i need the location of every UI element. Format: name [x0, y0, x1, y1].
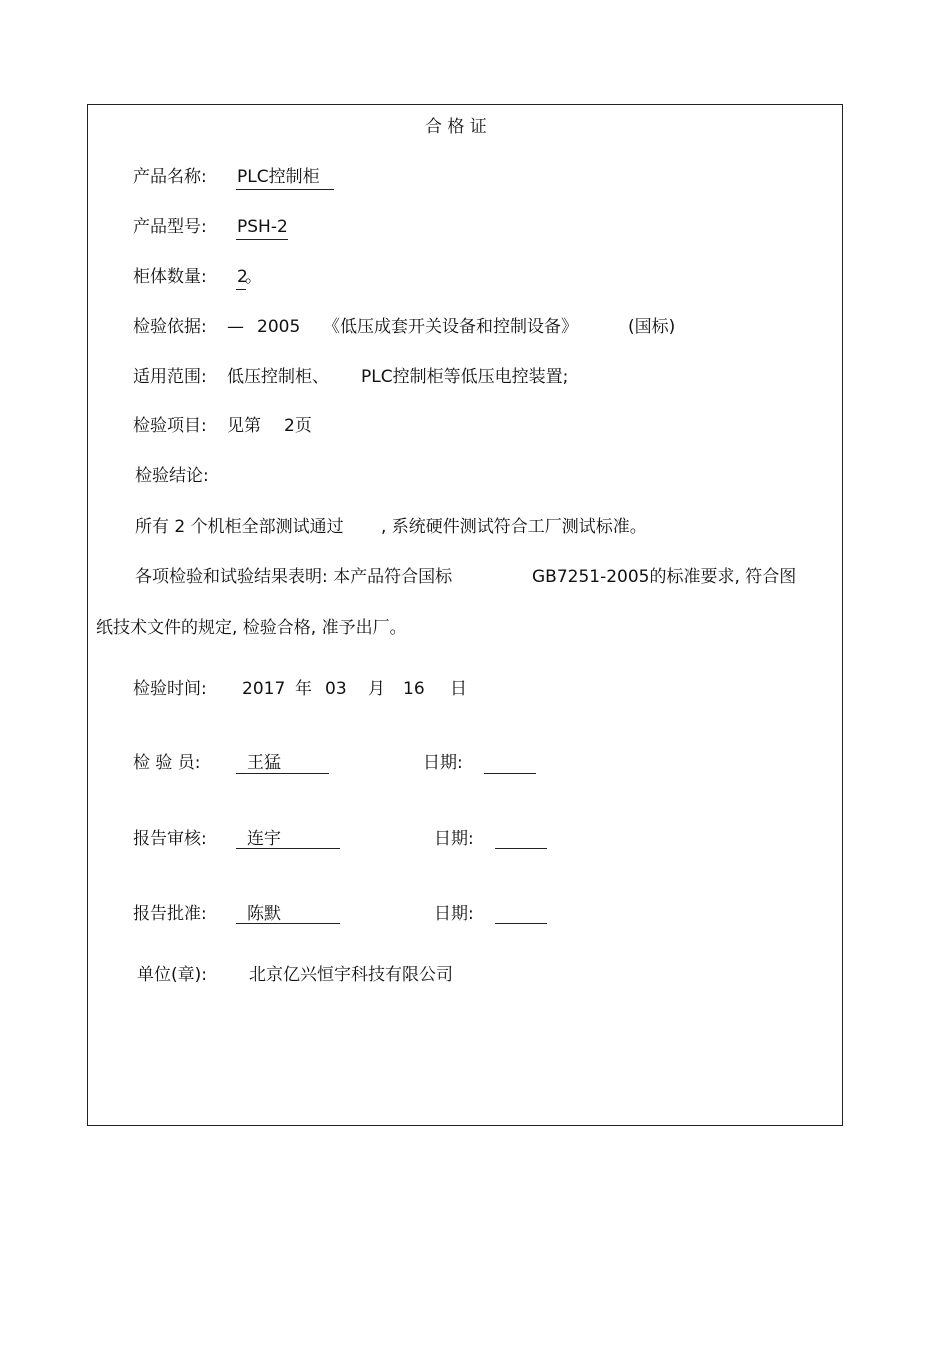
certificate-title: 合 格 证 — [425, 117, 487, 137]
items-text: 见第 — [227, 416, 261, 436]
inspection-year: 2017 — [242, 679, 286, 699]
approver-name: 陈默 — [247, 904, 281, 924]
inspector-label: 检 验 员: — [133, 753, 201, 773]
reviewer-name-underline — [236, 848, 340, 849]
inspection-month: 03 — [325, 679, 347, 699]
inspector-date-blank — [484, 773, 536, 774]
cabinet-count-underline — [236, 289, 246, 290]
inspector-date-label: 日期: — [423, 753, 463, 773]
basis-label: 检验依据: — [133, 317, 207, 337]
inspection-month-unit: 月 — [368, 679, 385, 699]
basis-note: (国标) — [628, 317, 676, 337]
approver-date-blank — [495, 923, 547, 924]
unit-name: 北京亿兴恒宇科技有限公司 — [249, 965, 453, 985]
cabinet-count-value: 2 — [237, 267, 248, 287]
cabinet-count-suffix: 。 — [245, 267, 262, 287]
conclusion-line1-a: 所有 2 个机柜全部测试通过 — [135, 517, 344, 537]
basis-standard: 《低压成套开关设备和控制设备》 — [323, 317, 578, 337]
inspection-year-unit: 年 — [295, 679, 312, 699]
product-model-value: PSH-2 — [237, 217, 288, 237]
items-label: 检验项目: — [133, 416, 207, 436]
inspector-name-underline — [236, 773, 329, 774]
approver-label: 报告批准: — [133, 904, 207, 924]
items-page: 2页 — [284, 416, 312, 436]
scope-part1: 低压控制柜、 — [227, 367, 329, 387]
product-model-label: 产品型号: — [133, 217, 207, 237]
product-name-underline — [236, 189, 334, 190]
unit-label: 单位(章): — [137, 965, 207, 985]
conclusion-label: 检验结论: — [135, 466, 209, 486]
inspection-time-label: 检验时间: — [133, 679, 207, 699]
basis-year: 2005 — [257, 317, 301, 337]
reviewer-date-blank — [495, 848, 547, 849]
conclusion-line2-a: 各项检验和试验结果表明: 本产品符合国标 — [135, 567, 453, 587]
cabinet-count-label: 柜体数量: — [133, 267, 207, 287]
product-model-underline — [236, 239, 288, 240]
conclusion-line3: 纸技术文件的规定, 检验合格, 准予出厂。 — [96, 618, 407, 638]
product-name-label: 产品名称: — [133, 167, 207, 187]
approver-date-label: 日期: — [434, 904, 474, 924]
approver-name-underline — [236, 923, 340, 924]
scope-part2: PLC控制柜等低压电控装置; — [361, 367, 569, 387]
basis-dash: — — [227, 317, 244, 337]
conclusion-line1-b: , 系统硬件测试符合工厂测试标准。 — [381, 517, 647, 537]
conclusion-line2-b: GB7251-2005的标准要求, 符合图 — [532, 567, 797, 587]
reviewer-label: 报告审核: — [133, 829, 207, 849]
scope-label: 适用范围: — [133, 367, 207, 387]
inspector-name: 王猛 — [247, 753, 281, 773]
inspection-day-unit: 日 — [450, 679, 467, 699]
reviewer-name: 连宇 — [247, 829, 281, 849]
inspection-day: 16 — [403, 679, 425, 699]
product-name-value: PLC控制柜 — [237, 167, 320, 187]
reviewer-date-label: 日期: — [434, 829, 474, 849]
